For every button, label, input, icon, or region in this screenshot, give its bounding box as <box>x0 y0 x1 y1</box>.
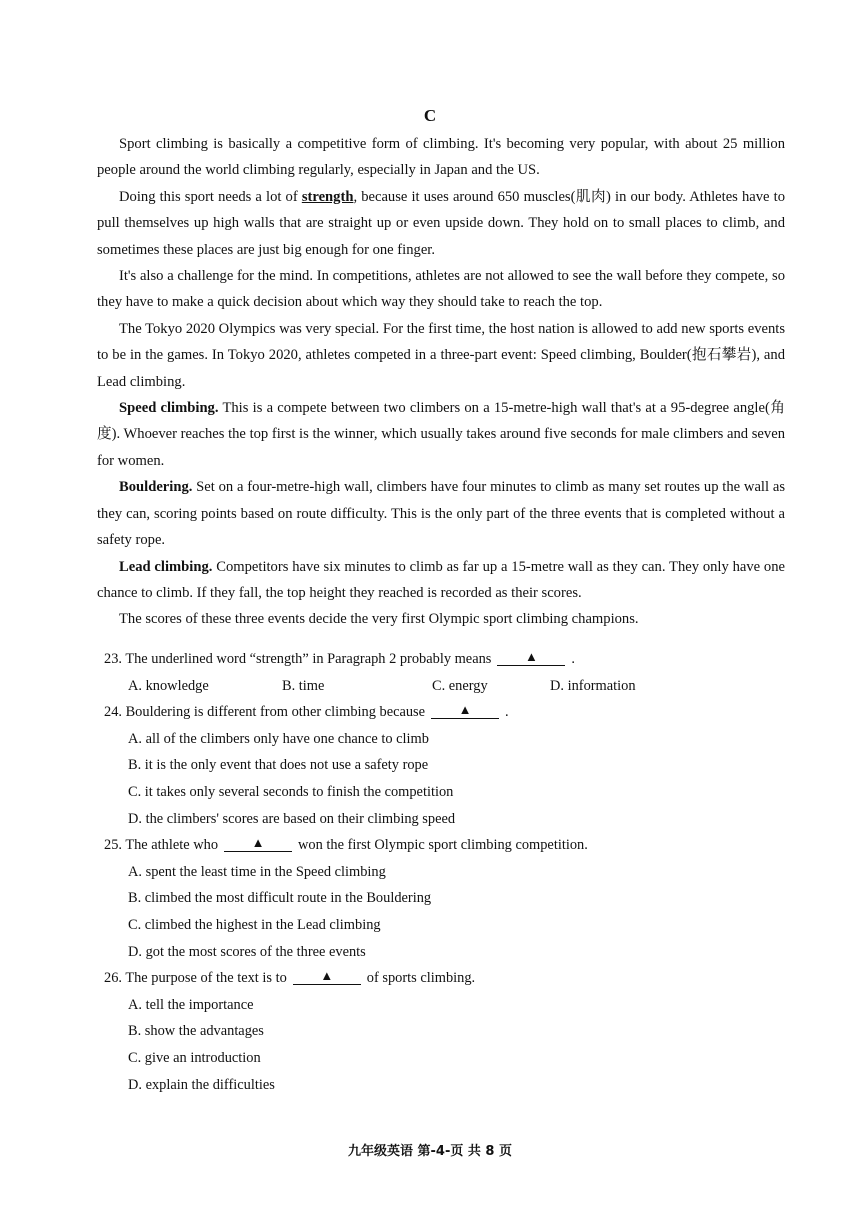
question-23-options <box>128 673 764 700</box>
option-d[interactable]: D. explain the difficulties <box>128 1076 275 1093</box>
underlined-word: strength <box>301 188 354 205</box>
paragraph-4: The Tokyo 2020 Olympics was very special. For the first time, the host nation is allowed to add new sports events to be in the games. In Tokyo 2020, athletes competed in a three-part event: Speed climbing, Boulder(抱石攀岩), and Lead climbing. <box>97 320 785 390</box>
paragraph-3: It's also a challenge for the mind. In competitions, athletes are not allowed to see the wall before they compete, so they have to make a quick decision about which way they should take to reach the top. <box>97 268 785 311</box>
question-24 <box>104 699 764 726</box>
option-a[interactable]: A. spent the least time in the Speed climbing <box>128 863 386 880</box>
option-b[interactable]: B. it is the only event that does not use a safety rope <box>128 757 429 774</box>
answer-blank[interactable] <box>224 835 292 852</box>
option-b[interactable]: B. climbed the most difficult route in the Bouldering <box>128 890 432 907</box>
option-d[interactable]: D. the climbers' scores are based on their climbing speed <box>128 810 456 827</box>
answer-blank[interactable] <box>431 702 499 719</box>
option-c[interactable]: C. energy <box>432 677 488 694</box>
option-a[interactable]: A. all of the climbers only have one chance to climb <box>128 730 429 747</box>
option-d[interactable]: D. got the most scores of the three events <box>128 943 366 960</box>
paragraph-2-text-a: Doing this sport needs a lot of <box>119 188 302 205</box>
option-c[interactable]: C. climbed the highest in the Lead climbing <box>128 916 381 933</box>
option-c[interactable]: C. it takes only several seconds to finish the competition <box>128 783 454 800</box>
question-23-stem-end: . <box>571 651 575 667</box>
option-c[interactable]: C. give an introduction <box>128 1049 261 1066</box>
paragraph-lead-climbing <box>97 554 785 607</box>
paragraph-1: Sport climbing is basically a competitive form of climbing. It's becoming very popular, with about 25 million people around the world climbing regularly, especially in Japan and the US. <box>97 136 785 179</box>
paragraph-8: The scores of these three events decide the very first Olympic sport climbing champions. <box>119 611 639 628</box>
option-a[interactable]: A. tell the importance <box>128 996 254 1013</box>
question-26 <box>104 965 764 992</box>
question-23-stem: 23. The underlined word “strength” in Paragraph 2 probably means <box>104 651 492 667</box>
question-23 <box>104 646 764 673</box>
option-b[interactable]: B. time <box>282 677 325 694</box>
answer-blank[interactable] <box>293 968 361 985</box>
speed-climbing-heading: Speed climbing. <box>119 400 219 417</box>
question-list <box>104 646 764 1098</box>
option-b[interactable]: B. show the advantages <box>128 1023 264 1040</box>
bouldering-heading: Bouldering. <box>119 479 193 496</box>
question-25-stem: 25. The athlete who <box>104 837 219 854</box>
question-26-stem: 26. The purpose of the text is to <box>104 970 287 987</box>
question-25-stem-end: won the first Olympic sport climbing competition. <box>298 837 588 854</box>
question-25 <box>104 832 764 859</box>
triangle-icon: ▲ <box>524 649 538 664</box>
paragraph-bouldering <box>97 474 785 553</box>
option-d[interactable]: D. information <box>550 677 636 694</box>
bouldering-text: Set on a four-metre-high wall, climbers have four minutes to climb as many set routes up the wall as they can, scoring points based on route difficulty. This is the only part of the three events that is completed without a safety rope. <box>97 479 785 549</box>
reading-passage <box>97 131 785 633</box>
question-26-stem-end: of sports climbing. <box>366 970 476 987</box>
triangle-icon: ▲ <box>251 835 265 851</box>
paragraph-2-text-b: , because it uses around 650 muscles(肌肉) in our body. Athletes have to pull themselves up high walls that are straight up or even upside down. They hold on to small places to climb, and sometimes these places are just big enough for one finger. <box>97 188 785 258</box>
paragraph-2 <box>97 184 785 263</box>
question-24-stem: 24. Bouldering is different from other climbing because <box>104 704 426 721</box>
triangle-icon: ▲ <box>320 968 334 984</box>
triangle-icon: ▲ <box>458 702 472 718</box>
paragraph-speed-climbing <box>97 395 785 474</box>
lead-climbing-heading: Lead climbing. <box>119 558 213 575</box>
speed-climbing-text: This is a compete between two climbers on a 15-metre-high wall that's at a 95-degree angle(角度). Whoever reaches the top first is the winner, which usually takes around five seconds for male climbers and seven for women. <box>97 400 785 469</box>
page-footer: 九年级英语 第-4-页 共 8 页 <box>348 1144 512 1159</box>
question-24-stem-end: . <box>505 704 509 721</box>
section-heading: C <box>423 106 437 125</box>
option-a[interactable]: A. knowledge <box>128 677 209 694</box>
lead-climbing-text: Competitors have six minutes to climb as far up a 15-metre wall as they can. They only have one chance to climb. If they fall, the top height they reached is recorded as their scores. <box>97 558 785 601</box>
answer-blank[interactable] <box>497 649 565 666</box>
